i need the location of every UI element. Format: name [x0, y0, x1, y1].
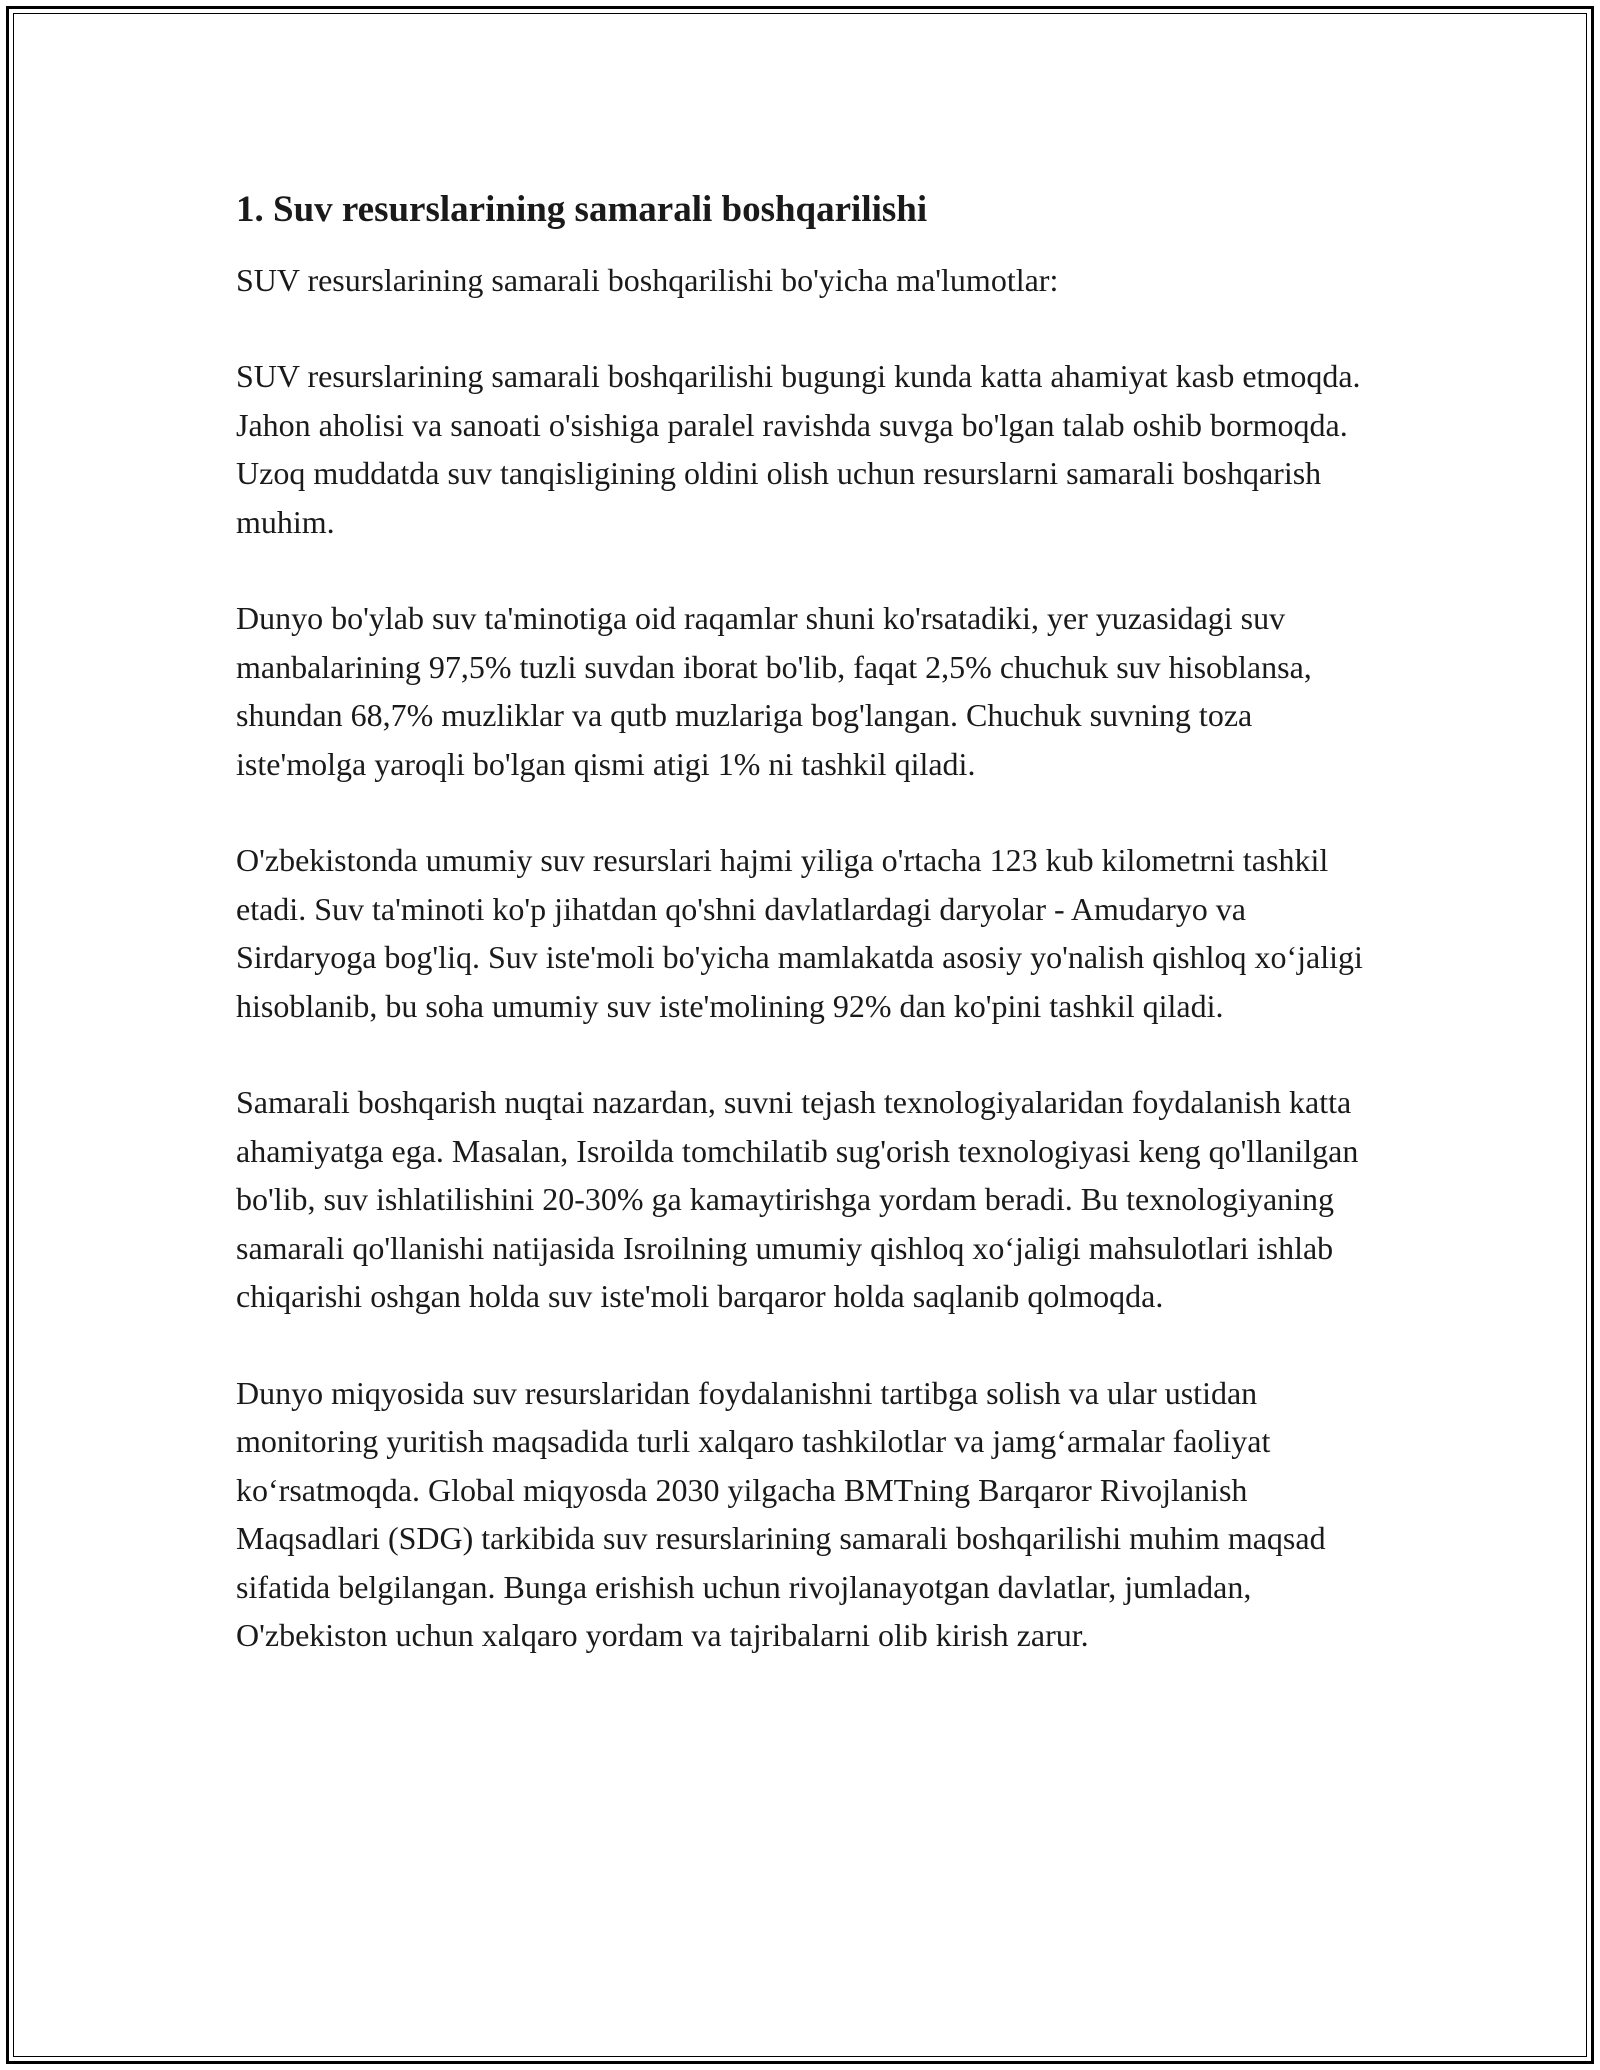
paragraph-water-management-importance: SUV resurslarining samarali boshqarilishi bugungi kunda katta ahamiyat kasb etmoqda. Jahon aholisi va sanoati o'sishiga paralel ravishda suvga bo'lgan talab oshib bormoqda. Uzoq muddatda suv tanqisligining oldini olish uchun resurslarni samarali boshqarish muhim. [236, 358, 1361, 540]
paragraph-global-water-figures: Dunyo bo'ylab suv ta'minotiga oid raqamlar shuni ko'rsatadiki, yer yuzasidagi suv manbalarining 97,5% tuzli suvdan iborat bo'lib, faqat 2,5% chuchuk suv hisoblansa, shundan 68,7% muzliklar va qutb muzlariga bog'langan. Chuchuk suvning toza iste'molga yaroqli bo'lgan qismi atigi 1% ni tashkil qiladi. [236, 600, 1312, 782]
document-body [236, 186, 1376, 1708]
document-title: 1. Suv resurslarining samarali boshqarilishi [236, 189, 928, 230]
paragraph-international-cooperation: Dunyo miqyosida suv resurslaridan foydalanishni tartibga solish va ular ustidan monitoring yuritish maqsadida turli xalqaro tashkilotlar va jamg‘armalar faoliyat ko‘rsatmoqda. Global miqyosda 2030 yilgacha BMTning Barqaror Rivojlanish Maqsadlari (SDG) tarkibida suv resurslarining samarali boshqarilishi muhim maqsad sifatida belgilangan. Bunga erishish uchun rivojlanayotgan davlatlar, jumladan, O'zbekiston uchun xalqaro yordam va tajribalarni olib kirish zarur. [236, 1374, 1326, 1653]
paragraph-uzbekistan-water-resources: O'zbekistonda umumiy suv resurslari hajmi yiliga o'rtacha 123 kub kilometrni tashkil etadi. Suv ta'minoti ko'p jihatdan qo'shni davlatlardagi daryolar - Amudaryo va Sirdaryoga bog'liq. Suv iste'moli bo'yicha mamlakatda asosiy yo'nalish qishloq xo‘jaligi hisoblanib, bu soha umumiy suv iste'molining 92% dan ko'pini tashkil qiladi. [236, 842, 1363, 1024]
document-intro: SUV resurslarining samarali boshqarilishi bo'yicha ma'lumotlar: [236, 262, 1059, 298]
paragraph-water-saving-technology: Samarali boshqarish nuqtai nazardan, suvni tejash texnologiyalaridan foydalanish katta ahamiyatga ega. Masalan, Isroilda tomchilatib sug'orish texnologiyasi keng qo'llanilgan bo'lib, suv ishlatilishini 20-30% ga kamaytirishga yordam beradi. Bu texnologiyaning samarali qo'llanishi natijasida Isroilning umumiy qishloq xo‘jaligi mahsulotlari ishlab chiqarishi oshgan holda suv iste'moli barqaror holda saqlanib qolmoqda. [236, 1084, 1359, 1314]
